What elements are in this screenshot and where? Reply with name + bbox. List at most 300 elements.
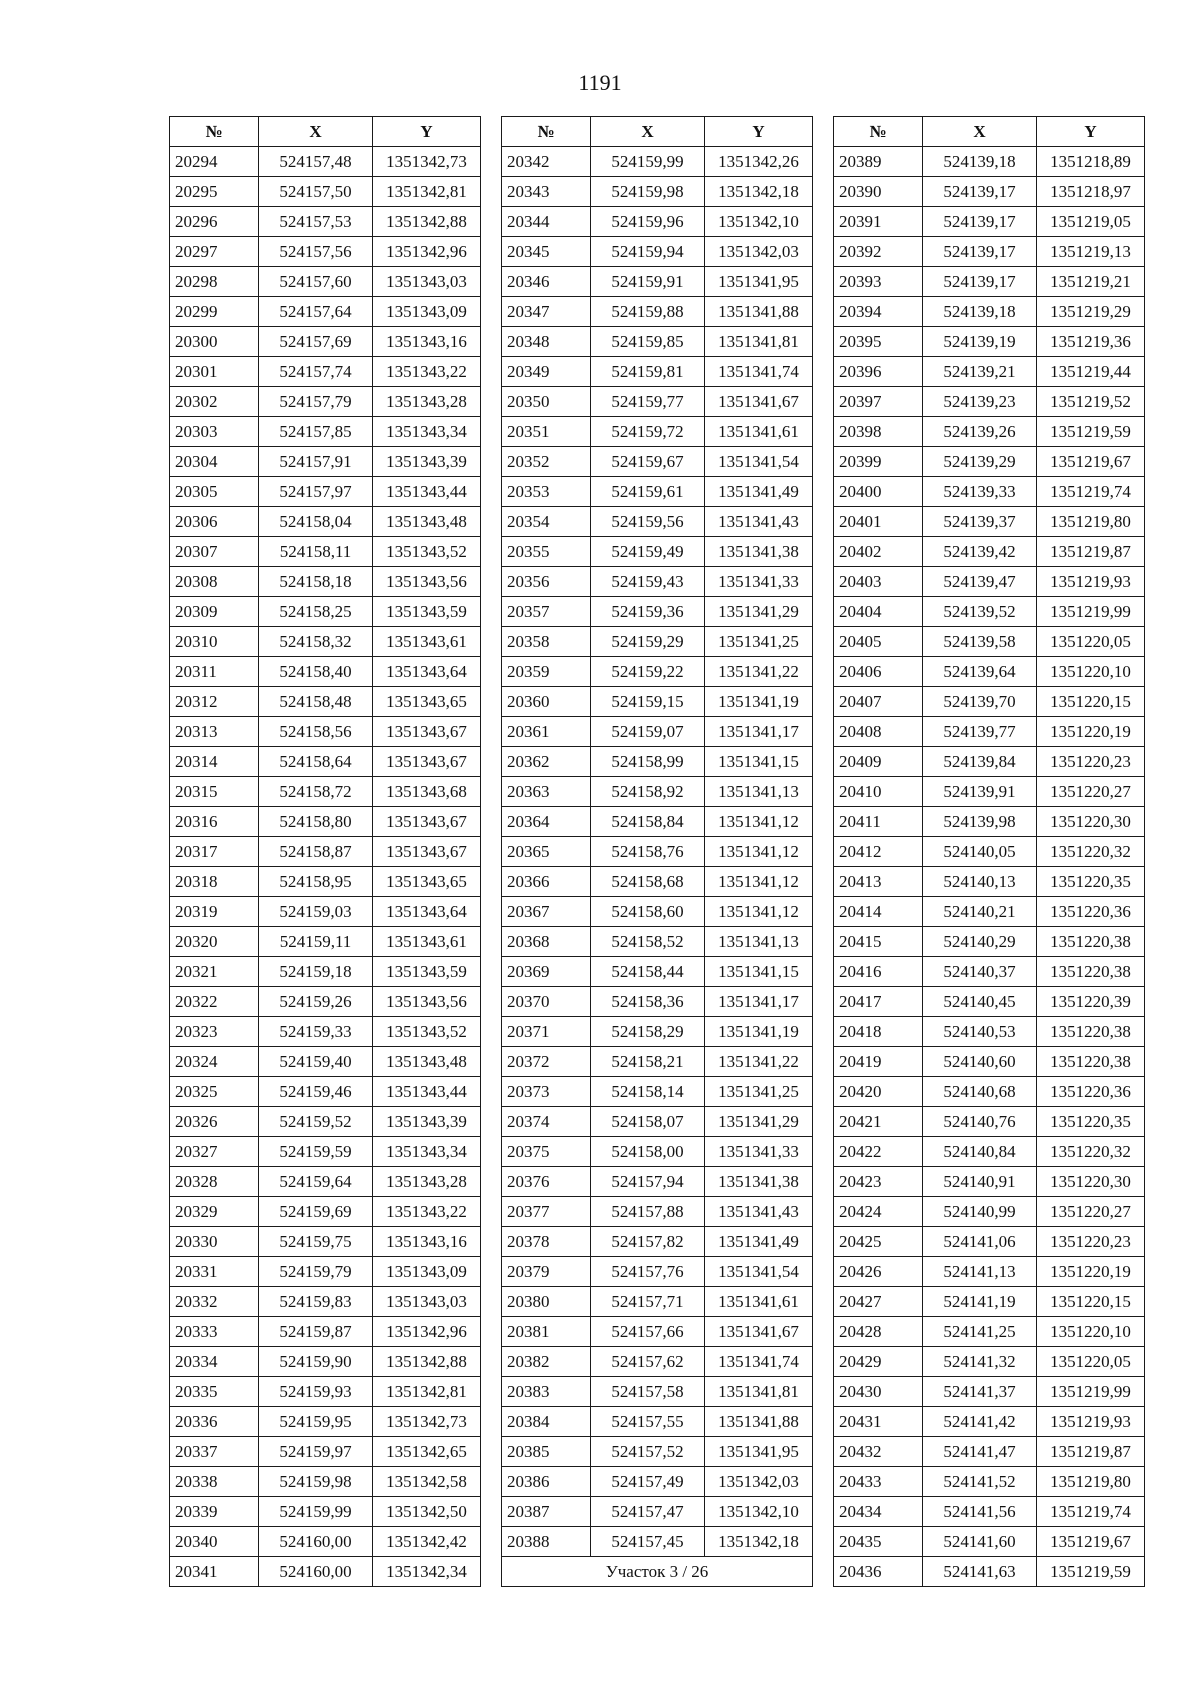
table-row [834, 597, 1145, 627]
x-coordinate-cell: 524141,06 [923, 1227, 1037, 1257]
table-row [834, 177, 1145, 207]
point-number-cell: 20403 [834, 567, 923, 597]
x-coordinate-cell: 524159,61 [591, 477, 705, 507]
x-coordinate-cell: 524140,37 [923, 957, 1037, 987]
point-number-cell: 20398 [834, 417, 923, 447]
table-row [502, 657, 813, 687]
header-y: Y [1037, 117, 1145, 147]
table-row [170, 717, 481, 747]
table-row [834, 477, 1145, 507]
header-y: Y [705, 117, 813, 147]
table-row [834, 1557, 1145, 1587]
point-number-cell: 20379 [502, 1257, 591, 1287]
table-row [834, 417, 1145, 447]
x-coordinate-cell: 524158,44 [591, 957, 705, 987]
point-number-cell: 20376 [502, 1167, 591, 1197]
point-number-cell: 20402 [834, 537, 923, 567]
point-number-cell: 20344 [502, 207, 591, 237]
y-coordinate-cell: 1351342,10 [705, 1497, 813, 1527]
point-number-cell: 20325 [170, 1077, 259, 1107]
y-coordinate-cell: 1351220,27 [1037, 777, 1145, 807]
table-row [170, 267, 481, 297]
point-number-cell: 20382 [502, 1347, 591, 1377]
table-row [170, 387, 481, 417]
point-number-cell: 20319 [170, 897, 259, 927]
x-coordinate-cell: 524141,47 [923, 1437, 1037, 1467]
table-row [834, 897, 1145, 927]
header-number: № [170, 117, 259, 147]
point-number-cell: 20335 [170, 1377, 259, 1407]
table-row [170, 597, 481, 627]
y-coordinate-cell: 1351341,88 [705, 297, 813, 327]
x-coordinate-cell: 524159,97 [259, 1437, 373, 1467]
table-row [502, 837, 813, 867]
y-coordinate-cell: 1351342,18 [705, 1527, 813, 1557]
y-coordinate-cell: 1351341,54 [705, 1257, 813, 1287]
point-number-cell: 20354 [502, 507, 591, 537]
point-number-cell: 20304 [170, 447, 259, 477]
y-coordinate-cell: 1351219,67 [1037, 447, 1145, 477]
table-row [502, 447, 813, 477]
table-row [502, 597, 813, 627]
point-number-cell: 20369 [502, 957, 591, 987]
point-number-cell: 20418 [834, 1017, 923, 1047]
y-coordinate-cell: 1351341,12 [705, 837, 813, 867]
point-number-cell: 20314 [170, 747, 259, 777]
point-number-cell: 20326 [170, 1107, 259, 1137]
table-row [502, 357, 813, 387]
x-coordinate-cell: 524139,77 [923, 717, 1037, 747]
x-coordinate-cell: 524140,99 [923, 1197, 1037, 1227]
point-number-cell: 20408 [834, 717, 923, 747]
table-row [170, 1527, 481, 1557]
table-row [502, 537, 813, 567]
y-coordinate-cell: 1351343,44 [373, 477, 481, 507]
table-row [834, 357, 1145, 387]
y-coordinate-cell: 1351220,27 [1037, 1197, 1145, 1227]
table-row [502, 327, 813, 357]
point-number-cell: 20396 [834, 357, 923, 387]
x-coordinate-cell: 524158,99 [591, 747, 705, 777]
y-coordinate-cell: 1351341,33 [705, 567, 813, 597]
table-row [170, 1347, 481, 1377]
page-number: 1191 [578, 70, 622, 95]
point-number-cell: 20365 [502, 837, 591, 867]
x-coordinate-cell: 524158,76 [591, 837, 705, 867]
x-coordinate-cell: 524157,88 [591, 1197, 705, 1227]
point-number-cell: 20395 [834, 327, 923, 357]
x-coordinate-cell: 524159,96 [591, 207, 705, 237]
point-number-cell: 20345 [502, 237, 591, 267]
point-number-cell: 20404 [834, 597, 923, 627]
point-number-cell: 20424 [834, 1197, 923, 1227]
y-coordinate-cell: 1351343,03 [373, 267, 481, 297]
point-number-cell: 20366 [502, 867, 591, 897]
table-row [502, 1257, 813, 1287]
y-coordinate-cell: 1351342,18 [705, 177, 813, 207]
x-coordinate-cell: 524158,14 [591, 1077, 705, 1107]
point-number-cell: 20332 [170, 1287, 259, 1317]
point-number-cell: 20414 [834, 897, 923, 927]
y-coordinate-cell: 1351219,80 [1037, 1467, 1145, 1497]
x-coordinate-cell: 524139,91 [923, 777, 1037, 807]
x-coordinate-cell: 524157,48 [259, 147, 373, 177]
y-coordinate-cell: 1351219,99 [1037, 597, 1145, 627]
table-row [170, 1017, 481, 1047]
y-coordinate-cell: 1351219,29 [1037, 297, 1145, 327]
x-coordinate-cell: 524141,13 [923, 1257, 1037, 1287]
table-row [834, 537, 1145, 567]
x-coordinate-cell: 524139,98 [923, 807, 1037, 837]
table-row [170, 237, 481, 267]
x-coordinate-cell: 524157,60 [259, 267, 373, 297]
y-coordinate-cell: 1351220,38 [1037, 957, 1145, 987]
point-number-cell: 20333 [170, 1317, 259, 1347]
y-coordinate-cell: 1351341,17 [705, 987, 813, 1017]
point-number-cell: 20310 [170, 627, 259, 657]
y-coordinate-cell: 1351341,13 [705, 777, 813, 807]
point-number-cell: 20352 [502, 447, 591, 477]
x-coordinate-cell: 524159,90 [259, 1347, 373, 1377]
y-coordinate-cell: 1351220,38 [1037, 927, 1145, 957]
table-row [502, 1527, 813, 1557]
table-row [502, 477, 813, 507]
header-number: № [834, 117, 923, 147]
table-row [170, 927, 481, 957]
table-row [502, 1107, 813, 1137]
y-coordinate-cell: 1351219,36 [1037, 327, 1145, 357]
header-x: X [923, 117, 1037, 147]
table-row [170, 1377, 481, 1407]
x-coordinate-cell: 524158,64 [259, 747, 373, 777]
table-row [170, 957, 481, 987]
x-coordinate-cell: 524139,17 [923, 267, 1037, 297]
y-coordinate-cell: 1351219,87 [1037, 1437, 1145, 1467]
x-coordinate-cell: 524158,40 [259, 657, 373, 687]
x-coordinate-cell: 524141,32 [923, 1347, 1037, 1377]
point-number-cell: 20320 [170, 927, 259, 957]
table-row [834, 1017, 1145, 1047]
y-coordinate-cell: 1351219,74 [1037, 1497, 1145, 1527]
table-row [834, 1467, 1145, 1497]
point-number-cell: 20412 [834, 837, 923, 867]
point-number-cell: 20435 [834, 1527, 923, 1557]
point-number-cell: 20433 [834, 1467, 923, 1497]
x-coordinate-cell: 524139,42 [923, 537, 1037, 567]
x-coordinate-cell: 524157,55 [591, 1407, 705, 1437]
x-coordinate-cell: 524159,11 [259, 927, 373, 957]
point-number-cell: 20351 [502, 417, 591, 447]
x-coordinate-cell: 524157,91 [259, 447, 373, 477]
y-coordinate-cell: 1351219,74 [1037, 477, 1145, 507]
y-coordinate-cell: 1351343,09 [373, 1257, 481, 1287]
y-coordinate-cell: 1351341,95 [705, 1437, 813, 1467]
y-coordinate-cell: 1351342,96 [373, 237, 481, 267]
point-number-cell: 20308 [170, 567, 259, 597]
table-row [834, 777, 1145, 807]
x-coordinate-cell: 524158,36 [591, 987, 705, 1017]
table-row [502, 1137, 813, 1167]
table-row [502, 417, 813, 447]
point-number-cell: 20391 [834, 207, 923, 237]
y-coordinate-cell: 1351343,56 [373, 567, 481, 597]
table-row [170, 807, 481, 837]
point-number-cell: 20377 [502, 1197, 591, 1227]
table-row [170, 477, 481, 507]
y-coordinate-cell: 1351341,12 [705, 897, 813, 927]
point-number-cell: 20357 [502, 597, 591, 627]
y-coordinate-cell: 1351220,15 [1037, 687, 1145, 717]
x-coordinate-cell: 524140,60 [923, 1047, 1037, 1077]
table-row [834, 147, 1145, 177]
point-number-cell: 20397 [834, 387, 923, 417]
x-coordinate-cell: 524158,84 [591, 807, 705, 837]
table-row [834, 567, 1145, 597]
y-coordinate-cell: 1351342,88 [373, 1347, 481, 1377]
table-row [834, 837, 1145, 867]
x-coordinate-cell: 524159,94 [591, 237, 705, 267]
table-row [502, 1377, 813, 1407]
x-coordinate-cell: 524139,58 [923, 627, 1037, 657]
point-number-cell: 20378 [502, 1227, 591, 1257]
point-number-cell: 20338 [170, 1467, 259, 1497]
table-row [834, 1227, 1145, 1257]
x-coordinate-cell: 524157,49 [591, 1467, 705, 1497]
point-number-cell: 20301 [170, 357, 259, 387]
point-number-cell: 20407 [834, 687, 923, 717]
point-number-cell: 20392 [834, 237, 923, 267]
table-row [834, 207, 1145, 237]
y-coordinate-cell: 1351219,13 [1037, 237, 1145, 267]
table-row [170, 1437, 481, 1467]
x-coordinate-cell: 524139,37 [923, 507, 1037, 537]
x-coordinate-cell: 524158,95 [259, 867, 373, 897]
x-coordinate-cell: 524158,32 [259, 627, 373, 657]
point-number-cell: 20311 [170, 657, 259, 687]
x-coordinate-cell: 524139,33 [923, 477, 1037, 507]
point-number-cell: 20327 [170, 1137, 259, 1167]
table-row [834, 1197, 1145, 1227]
y-coordinate-cell: 1351341,61 [705, 417, 813, 447]
table-row [502, 1227, 813, 1257]
y-coordinate-cell: 1351341,61 [705, 1287, 813, 1317]
y-coordinate-cell: 1351341,25 [705, 1077, 813, 1107]
y-coordinate-cell: 1351341,81 [705, 327, 813, 357]
y-coordinate-cell: 1351218,89 [1037, 147, 1145, 177]
x-coordinate-cell: 524139,18 [923, 147, 1037, 177]
x-coordinate-cell: 524158,11 [259, 537, 373, 567]
x-coordinate-cell: 524140,53 [923, 1017, 1037, 1047]
x-coordinate-cell: 524159,59 [259, 1137, 373, 1167]
y-coordinate-cell: 1351342,73 [373, 147, 481, 177]
table-row [834, 1527, 1145, 1557]
x-coordinate-cell: 524139,17 [923, 237, 1037, 267]
x-coordinate-cell: 524139,26 [923, 417, 1037, 447]
table-row [834, 507, 1145, 537]
x-coordinate-cell: 524159,46 [259, 1077, 373, 1107]
y-coordinate-cell: 1351220,32 [1037, 1137, 1145, 1167]
y-coordinate-cell: 1351220,39 [1037, 987, 1145, 1017]
y-coordinate-cell: 1351343,61 [373, 627, 481, 657]
x-coordinate-cell: 524160,00 [259, 1527, 373, 1557]
table-row [834, 1077, 1145, 1107]
table-row [502, 1017, 813, 1047]
table-row [502, 1197, 813, 1227]
table-row [170, 1467, 481, 1497]
point-number-cell: 20419 [834, 1047, 923, 1077]
table-row [502, 897, 813, 927]
point-number-cell: 20393 [834, 267, 923, 297]
table-row [834, 1047, 1145, 1077]
point-number-cell: 20406 [834, 657, 923, 687]
y-coordinate-cell: 1351341,43 [705, 507, 813, 537]
y-coordinate-cell: 1351219,99 [1037, 1377, 1145, 1407]
table-row [834, 987, 1145, 1017]
table-row [502, 1407, 813, 1437]
table-row [502, 1497, 813, 1527]
table-row [502, 1317, 813, 1347]
y-coordinate-cell: 1351342,42 [373, 1527, 481, 1557]
table-row [834, 957, 1145, 987]
y-coordinate-cell: 1351220,23 [1037, 747, 1145, 777]
y-coordinate-cell: 1351343,44 [373, 1077, 481, 1107]
table-row [834, 927, 1145, 957]
table-header-row [502, 117, 813, 147]
y-coordinate-cell: 1351341,43 [705, 1197, 813, 1227]
x-coordinate-cell: 524159,69 [259, 1197, 373, 1227]
table-row [170, 447, 481, 477]
point-number-cell: 20296 [170, 207, 259, 237]
y-coordinate-cell: 1351219,05 [1037, 207, 1145, 237]
y-coordinate-cell: 1351341,19 [705, 687, 813, 717]
point-number-cell: 20302 [170, 387, 259, 417]
table-row [834, 1407, 1145, 1437]
table-row [834, 687, 1145, 717]
y-coordinate-cell: 1351343,39 [373, 447, 481, 477]
y-coordinate-cell: 1351341,67 [705, 1317, 813, 1347]
point-number-cell: 20423 [834, 1167, 923, 1197]
y-coordinate-cell: 1351343,52 [373, 1017, 481, 1047]
point-number-cell: 20321 [170, 957, 259, 987]
y-coordinate-cell: 1351220,19 [1037, 1257, 1145, 1287]
point-number-cell: 20324 [170, 1047, 259, 1077]
x-coordinate-cell: 524158,21 [591, 1047, 705, 1077]
point-number-cell: 20337 [170, 1437, 259, 1467]
table-row [834, 627, 1145, 657]
x-coordinate-cell: 524159,91 [591, 267, 705, 297]
x-coordinate-cell: 524157,56 [259, 237, 373, 267]
table-row [502, 747, 813, 777]
table-row [170, 867, 481, 897]
point-number-cell: 20355 [502, 537, 591, 567]
point-number-cell: 20432 [834, 1437, 923, 1467]
y-coordinate-cell: 1351343,22 [373, 1197, 481, 1227]
x-coordinate-cell: 524158,56 [259, 717, 373, 747]
table-row [502, 927, 813, 957]
table-row [502, 387, 813, 417]
x-coordinate-cell: 524159,77 [591, 387, 705, 417]
table-row [834, 1347, 1145, 1377]
y-coordinate-cell: 1351343,67 [373, 837, 481, 867]
table-row [170, 687, 481, 717]
y-coordinate-cell: 1351220,38 [1037, 1047, 1145, 1077]
header-x: X [259, 117, 373, 147]
table-row [502, 1437, 813, 1467]
x-coordinate-cell: 524158,80 [259, 807, 373, 837]
x-coordinate-cell: 524157,52 [591, 1437, 705, 1467]
y-coordinate-cell: 1351219,59 [1037, 417, 1145, 447]
x-coordinate-cell: 524159,75 [259, 1227, 373, 1257]
y-coordinate-cell: 1351220,36 [1037, 1077, 1145, 1107]
x-coordinate-cell: 524158,04 [259, 507, 373, 537]
y-coordinate-cell: 1351220,23 [1037, 1227, 1145, 1257]
y-coordinate-cell: 1351343,67 [373, 747, 481, 777]
y-coordinate-cell: 1351341,25 [705, 627, 813, 657]
table-row [502, 1347, 813, 1377]
x-coordinate-cell: 524159,81 [591, 357, 705, 387]
x-coordinate-cell: 524139,29 [923, 447, 1037, 477]
y-coordinate-cell: 1351342,96 [373, 1317, 481, 1347]
y-coordinate-cell: 1351341,49 [705, 1227, 813, 1257]
point-number-cell: 20318 [170, 867, 259, 897]
table-row [502, 1077, 813, 1107]
x-coordinate-cell: 524157,64 [259, 297, 373, 327]
x-coordinate-cell: 524159,98 [591, 177, 705, 207]
point-number-cell: 20434 [834, 1497, 923, 1527]
table-row [502, 267, 813, 297]
table-row [502, 687, 813, 717]
y-coordinate-cell: 1351220,30 [1037, 807, 1145, 837]
x-coordinate-cell: 524159,26 [259, 987, 373, 1017]
y-coordinate-cell: 1351341,74 [705, 1347, 813, 1377]
table-row [502, 1287, 813, 1317]
point-number-cell: 20417 [834, 987, 923, 1017]
point-number-cell: 20420 [834, 1077, 923, 1107]
x-coordinate-cell: 524140,45 [923, 987, 1037, 1017]
x-coordinate-cell: 524157,45 [591, 1527, 705, 1557]
y-coordinate-cell: 1351220,15 [1037, 1287, 1145, 1317]
table-row [502, 777, 813, 807]
point-number-cell: 20361 [502, 717, 591, 747]
point-number-cell: 20358 [502, 627, 591, 657]
table-row [170, 1557, 481, 1587]
table-row [170, 507, 481, 537]
table-row [170, 327, 481, 357]
point-number-cell: 20295 [170, 177, 259, 207]
point-number-cell: 20421 [834, 1107, 923, 1137]
table-row [834, 1137, 1145, 1167]
y-coordinate-cell: 1351341,29 [705, 1107, 813, 1137]
y-coordinate-cell: 1351343,68 [373, 777, 481, 807]
table-row [170, 987, 481, 1017]
y-coordinate-cell: 1351343,52 [373, 537, 481, 567]
x-coordinate-cell: 524157,69 [259, 327, 373, 357]
x-coordinate-cell: 524158,18 [259, 567, 373, 597]
table-row [834, 1317, 1145, 1347]
y-coordinate-cell: 1351219,44 [1037, 357, 1145, 387]
point-number-cell: 20411 [834, 807, 923, 837]
table-row [170, 207, 481, 237]
point-number-cell: 20413 [834, 867, 923, 897]
point-number-cell: 20383 [502, 1377, 591, 1407]
point-number-cell: 20386 [502, 1467, 591, 1497]
x-coordinate-cell: 524157,76 [591, 1257, 705, 1287]
table-row [170, 147, 481, 177]
y-coordinate-cell: 1351343,39 [373, 1107, 481, 1137]
table-row [834, 657, 1145, 687]
coordinates-table-1 [169, 116, 481, 1587]
table-row [834, 1437, 1145, 1467]
